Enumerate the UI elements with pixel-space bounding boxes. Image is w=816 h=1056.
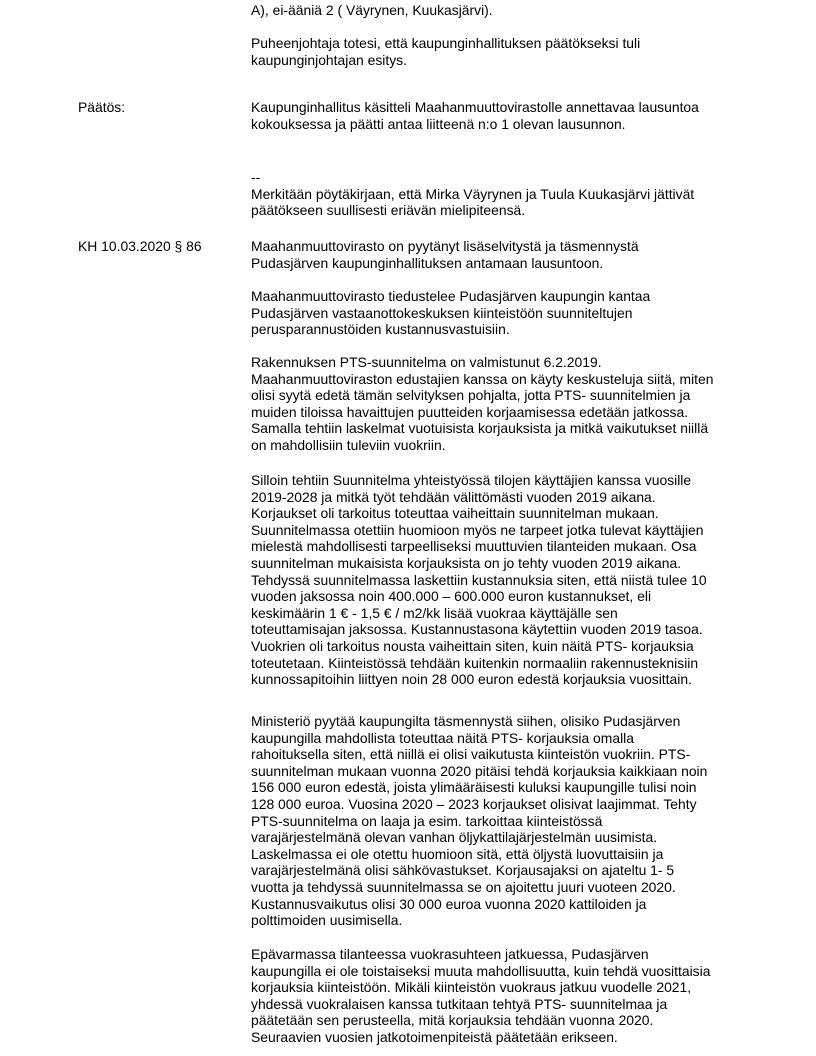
text-line: 128 000 euroa. Vuosina 2020 – 2023 korjaukset olisivat laajimmat. Tehty (251, 795, 697, 812)
text-line: Kaupunginhallitus käsitteli Maahanmuuttovirastolle annettavaa lausuntoa (251, 99, 699, 115)
text-line: varajärjestelmänä olevan vanhan öljykattilajärjestelmän uusimista. (251, 829, 658, 846)
text-line: mielestä mahdollisesti tarpeelliseksi muuttuvien tilanteiden mukaan. Osa (251, 538, 697, 555)
text-line: on mahdollisiin tuleviin vuokriin. (251, 436, 446, 453)
text-line: Merkitään pöytäkirjaan, että Mirka Väyrynen ja Tuula Kuukasjärvi jättivät (251, 185, 695, 202)
text-line: PTS-suunnitelma on laaja ja esim. tarkoittaa kiinteistössä (251, 812, 603, 829)
decision-paragraph (251, 99, 771, 132)
text-line: Pudasjärven vastaanottokeskuksen kiinteistöön suunniteltujen (251, 304, 633, 321)
text-line: Kustannusvaikutus olisi 30 000 euroa vuonna 2020 kattiloiden ja (251, 895, 647, 912)
text-line: Puheenjohtaja totesi, että kaupunginhallituksen päätökseksi tuli (251, 35, 641, 51)
text-line: A), ei-ääniä 2 ( Väyrynen, Kuukasjärvi). (251, 2, 493, 18)
text-line: päätökseen suullisesti eriävän mielipiteensä. (251, 202, 526, 219)
label-paatos: Päätös: (78, 99, 126, 115)
text-line: Maahanmuuttoviraston edustajien kanssa on käyty keskusteluja siitä, miten (251, 370, 714, 387)
text-line: kaupungilla ei ole toistaiseksi muuta mahdollisuutta, kuin tehdä vuosittaisia (251, 962, 711, 979)
text-line: kokouksessa ja päätti antaa liitteenä n:o 1 olevan lausunnon. (251, 115, 626, 132)
text-line: varajärjestelmänä olisi sähkövastukset. Korjausajaksi on ajateltu 1- 5 (251, 862, 675, 879)
text-line: kaupungilla mahdollista toteuttaa näitä PTS- korjauksia omalla (251, 729, 634, 746)
text-line: -- (251, 169, 261, 185)
text-line: korjauksia kiinteistöön. Mikäli kiinteistön vuokraus jatkuu vuodelle 2021, (251, 979, 692, 996)
vote-result-paragraph (251, 2, 771, 19)
text-line: Rakennuksen PTS-suunnitelma on valmistunut 6.2.2019. (251, 354, 602, 370)
text-line: keskimäärin 1 € - 1,5 € / m2/kk lisää vuokraa käyttäjälle sen (251, 604, 618, 621)
text-line: Laskelmassa ei ole otettu huomioon sitä, että öljystä luovuttaisiin ja (251, 845, 664, 862)
text-line: yhdessä vuokralaisen kanssa tutkitaan tehtyä PTS- suunnitelmaa ja (251, 995, 668, 1012)
text-line: Maahanmuuttovirasto tiedustelee Pudasjärven kaupungin kantaa (251, 288, 651, 304)
text-line: Ministeriö pyytää kaupungilta täsmennystä siihen, olisiko Pudasjärven (251, 713, 681, 729)
text-line: Silloin tehtiin Suunnitelma yhteistyössä tilojen käyttäjien kanssa vuosille (251, 472, 692, 488)
text-line: perusparannustöiden kustannusvastuisiin. (251, 321, 510, 338)
label-kh-86: KH 10.03.2020 § 86 (78, 238, 202, 254)
text-line: Samalla tehtiin laskelmat vuotuisista korjauksista ja mitkä vaikutukset niillä (251, 420, 709, 437)
text-line: vuotta ja tehdyssä suunnitelmassa se on ajoitettu juuri vuoteen 2020. (251, 878, 676, 895)
text-line: polttimoiden uusimisella. (251, 912, 403, 929)
text-line: Maahanmuuttovirasto on pyytänyt lisäselvitystä ja täsmennystä (251, 238, 639, 254)
text-line: vuoden jaksossa noin 400.000 – 600.000 euron kustannukset, eli (251, 588, 652, 605)
text-line: 156 000 euron edestä, joista ylimääräisesti kuluksi kaupungille tulisi noin (251, 779, 697, 796)
text-line: Tehdyssä suunnitelmassa laskettiin kustannuksia siten, että niistä tulee 10 (251, 571, 707, 588)
inquiry-paragraph (251, 288, 771, 338)
text-line: Seuraavien vuosien jatkotoimenpiteistä päätetään erikseen. (251, 1028, 618, 1045)
conclusion-paragraph (251, 946, 771, 1046)
text-line: muiden tiloissa havaittujen puutteiden korjaamisessa edetään jatkossa. (251, 403, 689, 420)
ministry-request-paragraph (251, 713, 771, 929)
text-line: suunnitelman mukaisista korjauksista on jo tehty vuoden 2019 aikana. (251, 554, 682, 571)
request-paragraph (251, 238, 771, 271)
dissent-note-paragraph (251, 169, 771, 219)
text-line: toteuttamisajan jaksossa. Kustannustasona käytettiin vuoden 2019 tasoa. (251, 621, 703, 638)
plan-details-paragraph (251, 472, 771, 688)
text-line: Korjaukset oli tarkoitus toteuttaa vaiheittain suunnitelman mukaan. (251, 505, 659, 522)
text-line: suunnitelman mukaan vuonna 2020 pitäisi tehdä korjauksia kaikkiaan noin (251, 762, 708, 779)
text-line: Epävarmassa tilanteessa vuokrasuhteen jatkuessa, Pudasjärven (251, 946, 649, 962)
text-line: Pudasjärven kaupunginhallituksen antamaan lausuntoon. (251, 254, 604, 271)
text-line: kunnossapitoihin liittyen noin 28 000 euron edestä korjauksia vuosittain. (251, 671, 692, 688)
text-line: päätetään sen perusteella, mitä korjauksia tehdään vuonna 2020. (251, 1012, 654, 1029)
text-line: Suunnitelmassa otettiin huomioon myös ne tarpeet jotka tulevat käyttäjien (251, 521, 704, 538)
text-line: rahoituksella siten, että niillä ei olisi vaikutusta kiinteistön vuokriin. PTS- (251, 746, 691, 763)
chair-statement-paragraph (251, 35, 771, 68)
text-line: olisi syytä edetä tämän selvityksen pohjalta, jotta PTS- suunnitelmien ja (251, 387, 691, 404)
text-line: kaupunginjohtajan esitys. (251, 51, 407, 68)
text-line: 2019-2028 ja mitkä työt tehdään välittömästi vuoden 2019 aikana. (251, 488, 656, 505)
text-line: Vuokrien oli tarkoitus nousta vaiheittain siten, kuin näitä PTS- korjauksia (251, 637, 694, 654)
pts-plan-paragraph (251, 354, 771, 454)
text-line: toteutetaan. Kiinteistössä tehdään kuitenkin normaaliin rakennusteknisiin (251, 654, 699, 671)
